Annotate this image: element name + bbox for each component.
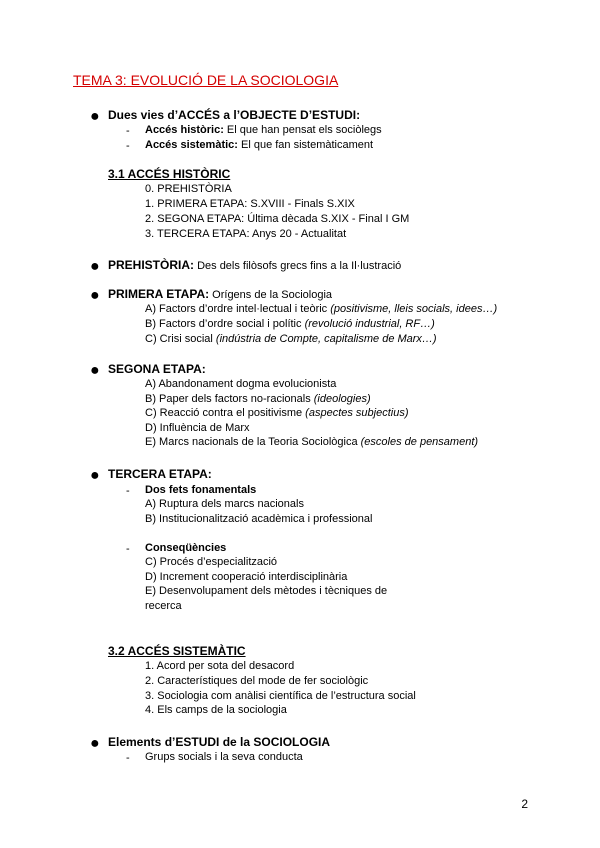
list-item: B) Paper dels factors no-racionals (ideologies) bbox=[145, 393, 371, 405]
list-item: D) Influència de Marx bbox=[145, 422, 250, 434]
section-heading-3-1: 3.1 ACCÉS HISTÒRIC bbox=[108, 167, 231, 181]
list-item: B) Institucionalització acadèmica i professional bbox=[145, 513, 373, 525]
bullet-icon: ● bbox=[90, 467, 100, 484]
list-item: 4. Els camps de la sociologia bbox=[145, 704, 287, 716]
list-item: E) Desenvolupament dels mètodes i tècniques de bbox=[145, 585, 388, 597]
dash-icon: - bbox=[126, 485, 130, 497]
section-heading-access: Dues vies d’ACCÉS a l’OBJECTE D’ESTUDI: bbox=[108, 108, 361, 122]
list-item: C) Reacció contra el positivisme (aspectes subjectius) bbox=[145, 407, 409, 419]
section-heading-3-2: 3.2 ACCÉS SISTEMÀTIC bbox=[108, 644, 246, 658]
bullet-icon: ● bbox=[90, 258, 100, 275]
dash-icon: - bbox=[126, 543, 130, 555]
primera-etapa-line: PRIMERA ETAPA: Orígens de la Sociologia bbox=[108, 287, 333, 301]
segona-etapa-heading: SEGONA ETAPA: bbox=[108, 362, 206, 376]
list-item: A) Abandonament dogma evolucionista bbox=[145, 378, 337, 390]
list-item: Accés sistemàtic: El que fan sistemàticament bbox=[145, 139, 374, 151]
list-item: 2. SEGONA ETAPA: Última dècada S.XIX - Final I GM bbox=[145, 213, 410, 225]
list-item: Grups socials i la seva conducta bbox=[145, 751, 303, 763]
bullet-icon: ● bbox=[90, 287, 100, 304]
list-item: E) Marcs nacionals de la Teoria Sociològica (escoles de pensament) bbox=[145, 436, 479, 448]
elements-heading: Elements d’ESTUDI de la SOCIOLOGIA bbox=[108, 735, 331, 749]
list-item: C) Procés d’especialització bbox=[145, 556, 278, 568]
list-item: Accés històric: El que han pensat els sociòlegs bbox=[145, 124, 382, 136]
list-item: 0. PREHISTÒRIA bbox=[145, 183, 232, 195]
list-item: D) Increment cooperació interdisciplinària bbox=[145, 571, 348, 583]
subheading: Dos fets fonamentals bbox=[145, 484, 257, 496]
list-item: A) Factors d’ordre intel·lectual i teòric (positivisme, lleis socials, idees…) bbox=[145, 303, 498, 315]
subheading: Conseqüències bbox=[145, 542, 227, 554]
list-item: B) Factors d’ordre social i polític (revolució industrial, RF…) bbox=[145, 318, 435, 330]
list-item: 3. Sociologia com anàlisi científica de l’estructura social bbox=[145, 690, 416, 702]
dash-icon: - bbox=[126, 752, 130, 764]
dash-icon: - bbox=[126, 125, 130, 137]
bullet-icon: ● bbox=[90, 108, 100, 125]
list-item: A) Ruptura dels marcs nacionals bbox=[145, 498, 304, 510]
bullet-icon: ● bbox=[90, 735, 100, 752]
page-title: TEMA 3: EVOLUCIÓ DE LA SOCIOLOGIA bbox=[73, 72, 339, 88]
list-item: recerca bbox=[145, 600, 182, 612]
list-item: 2. Característiques del mode de fer sociològic bbox=[145, 675, 369, 687]
list-item: 1. Acord per sota del desacord bbox=[145, 660, 295, 672]
dash-icon: - bbox=[126, 140, 130, 152]
prehistoria-line: PREHISTÒRIA: Des dels filòsofs grecs fins a la Il·lustració bbox=[108, 258, 402, 272]
bullet-icon: ● bbox=[90, 362, 100, 379]
list-item: C) Crisi social (indústria de Compte, capitalisme de Marx…) bbox=[145, 333, 437, 345]
list-item: 1. PRIMERA ETAPA: S.XVIII - Finals S.XIX bbox=[145, 198, 355, 210]
list-item: 3. TERCERA ETAPA: Anys 20 - Actualitat bbox=[145, 228, 347, 240]
tercera-etapa-heading: TERCERA ETAPA: bbox=[108, 467, 212, 481]
page-number: 2 bbox=[521, 797, 528, 811]
